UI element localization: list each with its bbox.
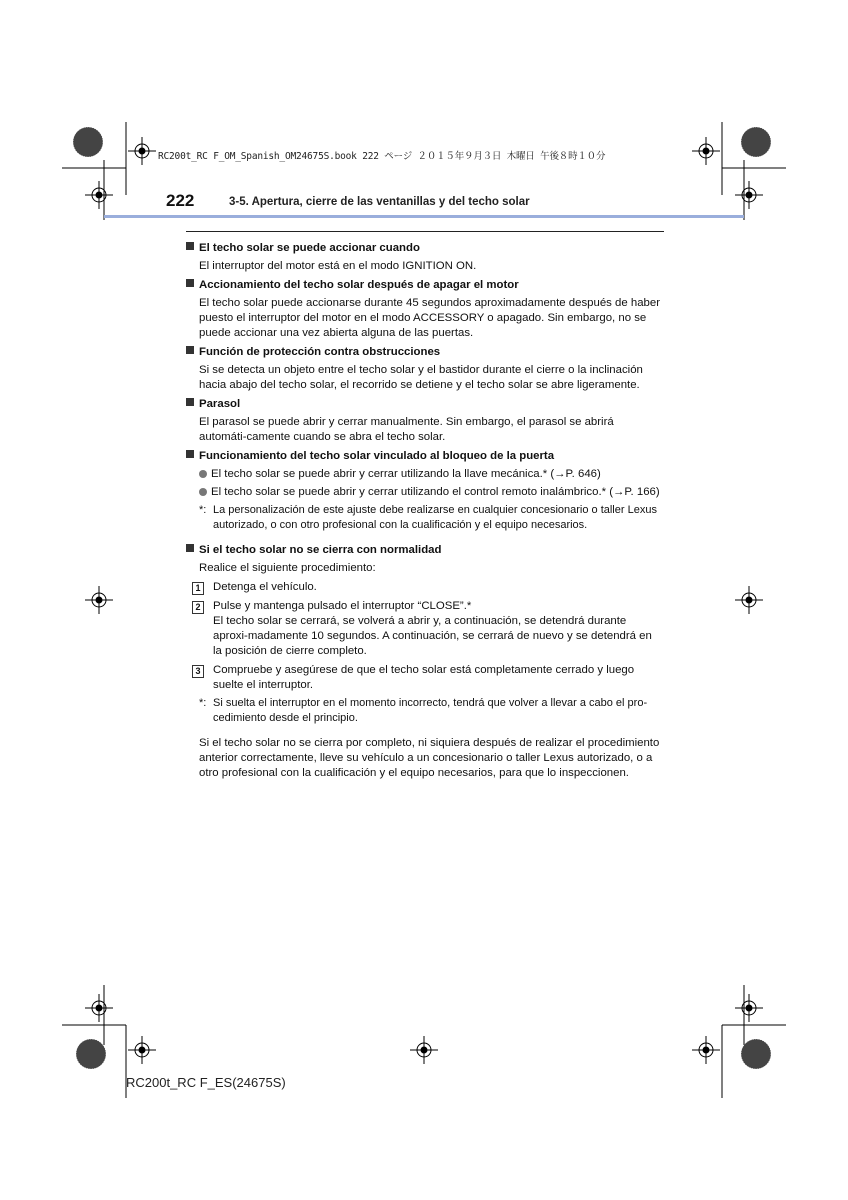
page-footer: RC200t_RC F_ES(24675S) xyxy=(126,1075,286,1090)
step-1: 1 Detenga el vehículo. xyxy=(192,580,660,595)
paragraph: Si se detecta un objeto entre el techo solar y el bastidor durante el cierre o la inclinación hacia abajo del techo solar, el recorrido se detiene y el techo solar se abre ligeramente. xyxy=(199,364,643,391)
list-item: El techo solar se puede abrir y cerrar utilizando la llave mecánica.* (→P. 646) xyxy=(199,467,660,482)
round-bullet-icon xyxy=(199,470,207,478)
step-number: 1 xyxy=(192,582,204,595)
header-rule xyxy=(104,215,744,218)
page-number: 222 xyxy=(166,191,195,210)
heading-abnormal-close: Si el techo solar no se cierra con normalidad xyxy=(186,543,660,558)
square-bullet-icon xyxy=(186,242,194,250)
round-bullet-icon xyxy=(199,488,207,496)
paragraph: El interruptor del motor está en el modo IGNITION ON. xyxy=(199,260,477,272)
heading-sunshade: Parasol xyxy=(186,397,660,412)
heading-jam-protection: Función de protección contra obstrucciones xyxy=(186,345,660,360)
section-title: 3-5. Apertura, cierre de las ventanillas y del techo solar xyxy=(229,196,530,208)
heading-door-lock-linked: Funcionamiento del techo solar vinculado al bloqueo de la puerta xyxy=(186,449,660,464)
footnote: *: La personalización de este ajuste debe realizarse en cualquier concesionario o taller Lexus autorizado, o con otro profesional con la cualificación y el equipo necesarios. xyxy=(199,504,657,531)
page-content xyxy=(186,237,660,783)
square-bullet-icon xyxy=(186,398,194,406)
square-bullet-icon xyxy=(186,544,194,552)
paragraph: Si el techo solar no se cierra por completo, ni siquiera después de realizar el procedimiento anterior correctamente, lleve su vehículo a un concesionario o taller Lexus autorizado, o a otro profesional con la cualificación y el equipo necesarios, para que lo inspeccionen. xyxy=(199,737,660,779)
step-number: 3 xyxy=(192,665,204,678)
paragraph: Realice el siguiente procedimiento: xyxy=(199,562,376,574)
paragraph: El parasol se puede abrir y cerrar manualmente. Sin embargo, el parasol se abrirá automáti-camente cuando se abra el techo solar. xyxy=(199,416,614,443)
footnote: *: Si suelta el interruptor en el momento incorrecto, tendrá que volver a llevar a cabo el pro-cedimiento desde el principio. xyxy=(199,697,648,724)
heading-after-engine-off: Accionamiento del techo solar después de apagar el motor xyxy=(186,278,660,293)
square-bullet-icon xyxy=(186,346,194,354)
heading-operation-conditions: El techo solar se puede accionar cuando xyxy=(186,241,660,256)
paragraph: El techo solar puede accionarse durante 45 segundos aproximadamente después de haber puesto el interruptor del motor en el modo ACCESSORY o apagado. Sin embargo, no se puede accionar una vez abierta alguna de las puertas. xyxy=(199,297,660,339)
square-bullet-icon xyxy=(186,279,194,287)
list-item: El techo solar se puede abrir y cerrar utilizando el control remoto inalámbrico.* (→P. 166) xyxy=(199,485,660,500)
content-rule xyxy=(186,231,664,232)
step-number: 2 xyxy=(192,601,204,614)
step-2: 2 Pulse y mantenga pulsado el interruptor “CLOSE”.* El techo solar se cerrará, se volverá a abrir y, a continuación, se detendrá durante aproxi-madamente 10 segundos. A continuación, se cerrará de nuevo y se detendrá en la posición de cierre completo. xyxy=(192,599,660,659)
print-header: RC200t_RC F_OM_Spanish_OM24675S.book 222 ページ ２０１５年９月３日 木曜日 午後８時１０分 xyxy=(158,151,606,162)
square-bullet-icon xyxy=(186,450,194,458)
step-3: 3 Compruebe y asegúrese de que el techo solar está completamente cerrado y luego suelte el interruptor. xyxy=(192,663,660,693)
